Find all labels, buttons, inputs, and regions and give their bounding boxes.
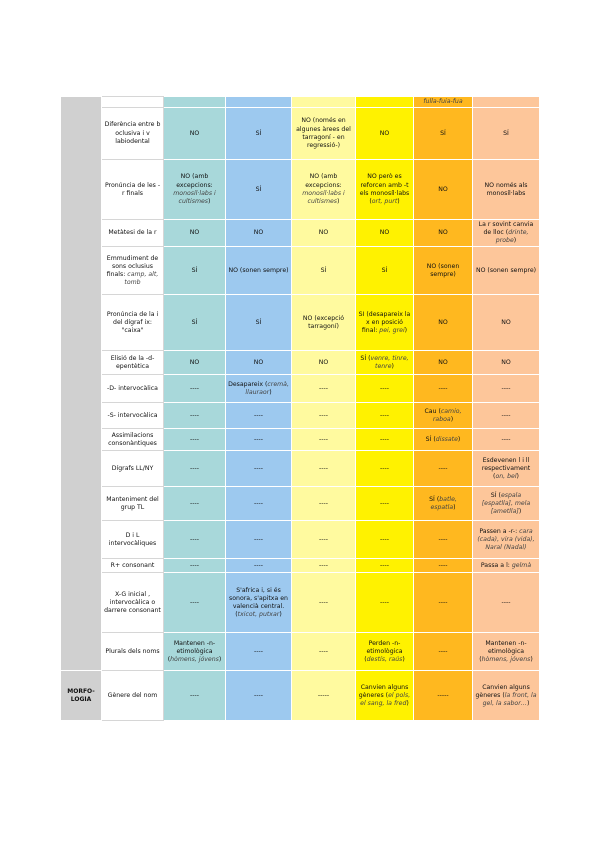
- cell-text: SÍ: [440, 129, 446, 137]
- dialect-cell: [226, 295, 292, 351]
- cell-text: La r sovint canvia de lloc (: [478, 221, 534, 237]
- cell-text: NO: [501, 358, 511, 366]
- cell-text: NO: [189, 229, 200, 237]
- dialect-cell: [414, 487, 473, 521]
- cell-text: S'africa i, si és sonora, s'apitxa en valencià central. (: [229, 586, 288, 618]
- cell-text: NO: [438, 318, 448, 326]
- feature-label: [102, 671, 164, 721]
- dialect-cell: [292, 633, 356, 671]
- example-text: drinte, probe: [495, 229, 529, 245]
- example-text: fulla-fuia-fua: [423, 98, 463, 105]
- cell-text: X-G inicial , intervocàlica o darrere consonant: [104, 590, 161, 614]
- cell-text: Pronúncia de la i del dígraf ix: "caixa": [106, 310, 159, 334]
- cell-text: ----: [438, 561, 448, 569]
- cell-text: ----: [501, 435, 511, 443]
- cell-text: NO (sonen sempre): [475, 266, 537, 274]
- dialect-cell: [473, 108, 540, 160]
- dialect-cell: [356, 403, 414, 429]
- cell-text: ): [218, 655, 222, 663]
- cell-text: ----: [319, 535, 328, 543]
- dialect-cell: [356, 220, 414, 247]
- dialect-cell: [292, 403, 356, 429]
- cell-text: ----: [319, 464, 328, 472]
- cell-text: ----: [501, 411, 511, 419]
- dialect-cell: [164, 487, 226, 521]
- feature-label: [102, 429, 164, 451]
- dialect-cell: [414, 573, 473, 633]
- cell-text: NO (amb excepcions:: [305, 173, 342, 189]
- table-row: [61, 451, 540, 487]
- dialect-cell: [473, 160, 540, 220]
- example-text: txicot, putxar: [237, 610, 280, 618]
- dialect-cell: [356, 160, 414, 220]
- dialect-cell: [473, 671, 540, 721]
- dialect-cell: [414, 220, 473, 247]
- example-text: camio, raboa: [432, 407, 462, 423]
- cell-text: Canvien alguns gèneres (: [358, 683, 409, 699]
- dialect-cell: [292, 671, 356, 721]
- dialect-cell: [226, 97, 292, 108]
- cell-text: ----: [380, 561, 389, 569]
- cell-text: ----: [380, 598, 389, 606]
- example-text: batle, espatla: [430, 495, 457, 511]
- feature-label: [102, 521, 164, 559]
- dialect-cell: [292, 573, 356, 633]
- cell-text: SÍ (: [360, 354, 371, 362]
- cell-text: ----: [380, 435, 389, 443]
- dialect-cell: [414, 671, 473, 721]
- cell-text: ----: [319, 647, 328, 655]
- cell-text: ----: [254, 691, 263, 699]
- cell-text: NO: [438, 229, 448, 237]
- dialect-cell: [292, 247, 356, 295]
- dialect-cell: [473, 487, 540, 521]
- feature-label: [102, 573, 164, 633]
- table-row: [61, 375, 540, 403]
- cell-text: ----: [190, 411, 199, 419]
- cell-text: ----: [254, 464, 263, 472]
- feature-label: [102, 97, 164, 108]
- dialect-cell: [226, 403, 292, 429]
- cell-text: NO només als monosíl·labs: [484, 181, 528, 197]
- dialect-cell: [292, 375, 356, 403]
- cell-text: ----: [254, 647, 263, 655]
- dialect-cell: [226, 247, 292, 295]
- dialect-cell: [473, 247, 540, 295]
- feature-label: [102, 375, 164, 403]
- dialect-cell: [356, 573, 414, 633]
- cell-text: Perden -n- etimològica (: [364, 639, 403, 663]
- cell-text: ----: [254, 499, 263, 507]
- cell-text: D i L intervocàliques: [108, 531, 157, 547]
- dialect-cell: [473, 97, 540, 108]
- cell-text: ----: [380, 499, 389, 507]
- cell-text: ): [518, 507, 522, 515]
- cell-text: Emmudiment de sons oclusius finals:: [106, 254, 159, 278]
- dialect-cell: [356, 671, 414, 721]
- dialect-cell: [292, 451, 356, 487]
- cell-text: NO (només en algunes àrees del tarragoní - en regressió-): [296, 117, 351, 149]
- cell-text: ): [279, 610, 282, 618]
- cell-text: -S- intervocàlica: [107, 411, 158, 419]
- table-row: [61, 403, 540, 429]
- cell-text: SÍ: [191, 318, 198, 326]
- example-text: gelmà: [511, 561, 532, 569]
- cell-text: ): [516, 472, 519, 480]
- dialect-cell: [226, 429, 292, 451]
- cell-text: ----: [438, 384, 448, 392]
- dialect-cell: [226, 451, 292, 487]
- dialect-cell: [356, 633, 414, 671]
- dialect-cell: [356, 559, 414, 573]
- dialect-cell: [292, 521, 356, 559]
- dialect-cell: [164, 351, 226, 375]
- table-row: [61, 671, 540, 721]
- dialect-cell: [226, 521, 292, 559]
- table-row: [61, 429, 540, 451]
- table-row: [61, 521, 540, 559]
- cell-text: SÍ: [255, 318, 262, 326]
- dialect-cell: [356, 295, 414, 351]
- dialect-cell: [164, 160, 226, 220]
- feature-label: [102, 295, 164, 351]
- table-row: [61, 220, 540, 247]
- dialect-cell: [226, 573, 292, 633]
- dialect-cell: [226, 487, 292, 521]
- cell-text: ----: [319, 499, 328, 507]
- cell-text: NO (excepció tarragoní): [302, 314, 345, 330]
- cell-text: SÍ: [255, 185, 262, 193]
- cell-text: Gènere del nom: [107, 691, 158, 699]
- cell-text: ----: [190, 598, 199, 606]
- dialect-cell: [473, 429, 540, 451]
- dialect-cell: [356, 97, 414, 108]
- cell-text: ): [406, 699, 409, 707]
- cell-text: ----: [190, 499, 199, 507]
- dialect-cell: [164, 220, 226, 247]
- cell-text: ----: [380, 535, 389, 543]
- feature-label: [102, 559, 164, 573]
- dialect-cell: [414, 633, 473, 671]
- cell-text: ): [397, 197, 400, 205]
- dialect-cell: [164, 247, 226, 295]
- table-row: [61, 633, 540, 671]
- table-row: [61, 160, 540, 220]
- cell-text: Canvien alguns gèneres (: [475, 683, 530, 699]
- dialect-cell: [414, 403, 473, 429]
- cell-text: NO: [253, 358, 264, 366]
- feature-label: [102, 633, 164, 671]
- cell-text: -----: [437, 691, 449, 699]
- dialect-cell: [356, 108, 414, 160]
- example-text: pei, grei: [379, 326, 405, 334]
- cell-text: ----: [254, 535, 263, 543]
- cell-text: NO (sonen sempre): [426, 262, 460, 278]
- cell-text: Elisió de la -d- epentètica: [110, 354, 155, 370]
- cell-text: ----: [254, 435, 263, 443]
- example-text: ort, purt: [371, 197, 398, 205]
- cell-text: ): [513, 237, 517, 245]
- cell-text: ----: [254, 411, 263, 419]
- dialect-cell: [414, 295, 473, 351]
- example-text: on, bel: [495, 472, 517, 480]
- cell-text: ): [450, 415, 454, 423]
- feature-label: [102, 220, 164, 247]
- dialect-cell: [473, 403, 540, 429]
- feature-label: [102, 247, 164, 295]
- cell-text: ----: [319, 561, 328, 569]
- table-body: [61, 97, 540, 721]
- cell-text: ----: [319, 384, 328, 392]
- cell-text: Passa a l:: [480, 561, 512, 569]
- table-row: [61, 97, 540, 108]
- dialect-cell: [292, 97, 356, 108]
- cell-text: ----: [319, 598, 328, 606]
- dialect-cell: [226, 160, 292, 220]
- example-text: hòmens, jóvens: [481, 655, 531, 663]
- dialect-cell: [414, 97, 473, 108]
- cell-text: NO (sonen sempre): [228, 266, 289, 274]
- dialect-cell: [226, 220, 292, 247]
- dialect-cell: [356, 487, 414, 521]
- dialect-cell: [356, 429, 414, 451]
- dialect-cell: [414, 559, 473, 573]
- feature-label: [102, 160, 164, 220]
- feature-label: [102, 487, 164, 521]
- cell-text: Manteniment del grup TL: [106, 495, 159, 511]
- dialect-cell: [164, 295, 226, 351]
- dialect-cell: [473, 220, 540, 247]
- cell-text: NO (amb excepcions:: [176, 173, 213, 189]
- dialect-cell: [164, 375, 226, 403]
- dialect-cell: [473, 295, 540, 351]
- dialect-cell: [226, 559, 292, 573]
- example-text: monosíl·labs i cultismes: [173, 189, 216, 205]
- cell-text: NO: [189, 129, 200, 137]
- cell-text: ----: [438, 647, 448, 655]
- dialect-cell: [292, 351, 356, 375]
- cell-text: ): [453, 503, 456, 511]
- dialect-cell: [414, 247, 473, 295]
- cell-text: ): [208, 197, 211, 205]
- cell-text: SÍ: [320, 266, 327, 274]
- cell-text: ----: [319, 411, 328, 419]
- dialect-cell: [164, 108, 226, 160]
- dialect-cell: [356, 451, 414, 487]
- dialect-cell: [226, 671, 292, 721]
- cell-text: Diferència entre b oclusiva i v labiodental: [104, 121, 161, 145]
- example-text: camp, alt, tomb: [124, 270, 159, 286]
- dialect-cell: [414, 160, 473, 220]
- example-text: venre, tinre, tenre: [370, 354, 409, 370]
- cell-text: SÍ (: [490, 491, 501, 499]
- dialect-cell: [164, 451, 226, 487]
- feature-label: [102, 108, 164, 160]
- cell-text: Dígrafs LL/NY: [111, 464, 154, 472]
- dialect-cell: [164, 573, 226, 633]
- dialect-cell: [226, 375, 292, 403]
- cell-text: ): [402, 655, 405, 663]
- cell-text: NO però es reforcen amb -t els monosíl·labs (: [359, 173, 410, 205]
- dialect-cell: [292, 559, 356, 573]
- cell-text: SÍ: [503, 129, 509, 137]
- dialect-cell: [164, 429, 226, 451]
- dialect-cell: [473, 451, 540, 487]
- cell-text: Metàtesi de la r: [108, 229, 157, 237]
- cell-text: ): [269, 388, 272, 396]
- cell-text: ----: [501, 598, 511, 606]
- dialect-cell: [473, 375, 540, 403]
- table-row: [61, 247, 540, 295]
- cell-text: ----: [190, 464, 199, 472]
- cell-text: ----: [380, 411, 389, 419]
- cell-text: ----: [501, 384, 511, 392]
- cell-text: NO: [189, 358, 200, 366]
- cell-text: SÍ: [381, 266, 388, 274]
- dialect-cell: [414, 375, 473, 403]
- dialect-cell: [414, 351, 473, 375]
- cell-text: ----: [319, 435, 328, 443]
- cell-text: ----: [190, 535, 199, 543]
- dialect-cell: [226, 351, 292, 375]
- feature-label: [102, 351, 164, 375]
- dialect-cell: [292, 160, 356, 220]
- example-text: la front, la gel, la sabor…: [482, 691, 537, 707]
- cell-text: ): [530, 655, 533, 663]
- dialect-cell: [473, 633, 540, 671]
- cell-text: Mantenen -n- etimològica (: [479, 639, 527, 663]
- dialect-cell: [356, 351, 414, 375]
- dialect-cell: [226, 108, 292, 160]
- cell-text: ----: [190, 435, 199, 443]
- dialect-cell: [292, 220, 356, 247]
- dialect-cell: [292, 487, 356, 521]
- cell-text: ----: [438, 535, 448, 543]
- cell-text: Esdevenen l i ll respectivament (: [481, 456, 531, 480]
- dialect-cell: [414, 108, 473, 160]
- table-row: [61, 351, 540, 375]
- dialect-cell: [414, 521, 473, 559]
- cell-text: NO: [379, 129, 390, 137]
- cell-text: NO: [318, 358, 329, 366]
- cell-text: ----: [254, 561, 263, 569]
- dialect-cell: [356, 521, 414, 559]
- section-label: [61, 97, 102, 671]
- cell-text: Cau (: [424, 407, 441, 415]
- cell-text: R+ consonant: [110, 561, 155, 569]
- cell-text: NO: [318, 229, 329, 237]
- cell-text: ----: [190, 384, 199, 392]
- example-text: el pols, el sang, la fred: [360, 691, 411, 707]
- dialect-cell: [473, 521, 540, 559]
- cell-text: SI (desapareix la x en posició final:: [358, 310, 411, 334]
- cell-text: ): [457, 435, 461, 443]
- example-text: cremà, llauraor: [245, 380, 289, 396]
- dialect-cell: [356, 375, 414, 403]
- cell-text: NO: [501, 318, 511, 326]
- dialect-cell: [164, 559, 226, 573]
- dialect-cell: [292, 295, 356, 351]
- cell-text: NO: [379, 229, 390, 237]
- cell-text: ----: [438, 464, 448, 472]
- cell-text: -----: [317, 691, 330, 699]
- dialect-cell: [164, 671, 226, 721]
- dialect-cell: [164, 97, 226, 108]
- dialect-cell: [164, 633, 226, 671]
- section-label: MORFO- LOGIA: [61, 671, 102, 721]
- table-row: [61, 573, 540, 633]
- example-text: hòmens, jóvens: [170, 655, 219, 663]
- dialect-cell: [292, 108, 356, 160]
- table-row: [61, 559, 540, 573]
- cell-text: SÍ (: [429, 495, 440, 503]
- cell-text: ): [391, 362, 394, 370]
- cell-text: NO: [253, 229, 264, 237]
- cell-text: ): [526, 699, 530, 707]
- dialect-cell: [473, 351, 540, 375]
- dialect-cell: [226, 633, 292, 671]
- cell-text: SÍ: [191, 266, 198, 274]
- cell-text: NO: [438, 185, 448, 193]
- cell-text: ----: [380, 464, 389, 472]
- cell-text: ----: [190, 561, 199, 569]
- cell-text: NO: [438, 358, 448, 366]
- cell-text: Passen a -r-:: [479, 527, 520, 535]
- cell-text: Plurals dels noms: [105, 647, 160, 655]
- table-row: [61, 108, 540, 160]
- cell-text: Mantenen -n- etimològica (: [167, 639, 216, 663]
- dialect-cell: [473, 573, 540, 633]
- dialect-cell: [164, 521, 226, 559]
- example-text: espala [espatlla], mela [ametlla]: [481, 491, 531, 515]
- dialect-cell: [473, 559, 540, 573]
- example-text: destís, raús: [366, 655, 403, 663]
- dialect-cell: [164, 403, 226, 429]
- cell-text: ----: [190, 691, 199, 699]
- feature-label: [102, 403, 164, 429]
- dialect-cell: [414, 429, 473, 451]
- dialect-cell: [414, 451, 473, 487]
- dialect-cell: [356, 247, 414, 295]
- feature-label: [102, 451, 164, 487]
- example-text: cara (cada), vira (vida), Naral (Nadal): [477, 527, 535, 551]
- example-text: dissate: [435, 435, 458, 443]
- cell-text: ): [404, 326, 408, 334]
- cell-text: -D- intervocàlica: [107, 384, 158, 392]
- cell-text: Assimilacions consonàntiques: [108, 431, 157, 447]
- dialect-cell: [292, 429, 356, 451]
- table-row: [61, 487, 540, 521]
- cell-text: ----: [438, 598, 448, 606]
- cell-text: Desapareix (: [228, 380, 268, 388]
- dialect-comparison-table: [60, 96, 540, 721]
- cell-text: ): [337, 197, 340, 205]
- cell-text: SÍ: [255, 129, 262, 137]
- example-text: monosíl·labs i cultismes: [302, 189, 345, 205]
- cell-text: ----: [380, 384, 389, 392]
- table-row: [61, 295, 540, 351]
- cell-text: Pronúncia de les -r finals: [104, 181, 161, 197]
- cell-text: SÍ (: [425, 435, 436, 443]
